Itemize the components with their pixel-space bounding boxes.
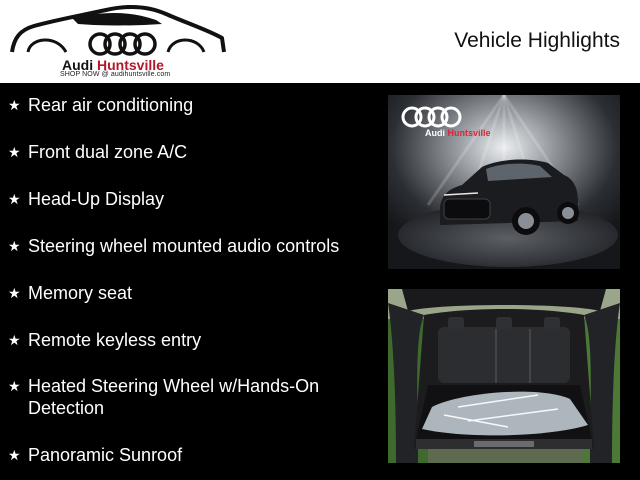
feature-label: Head-Up Display (28, 189, 165, 209)
dealer-logo[interactable] (8, 2, 230, 82)
feature-label: Panoramic Sunroof (28, 445, 183, 465)
photo-brand-secondary: Huntsville (447, 128, 491, 138)
feature-label: Front dual zone A/C (28, 142, 188, 162)
feature-label: Heated Steering Wheel w/Hands-On Detection (28, 376, 320, 418)
page-title: Vehicle Highlights (454, 29, 620, 52)
feature-label: Remote keyless entry (28, 330, 202, 350)
four-rings-icon (90, 34, 155, 54)
star-icon: ★ (8, 144, 21, 160)
star-icon: ★ (8, 378, 21, 394)
brand-secondary: Huntsville (97, 57, 164, 73)
vehicle-exterior-image (388, 95, 620, 269)
star-icon: ★ (8, 97, 21, 113)
cargo-area-image (388, 289, 620, 463)
photo-brand-primary: Audi (425, 128, 445, 138)
dealer-tagline: SHOP NOW @ audihuntsville.com (60, 71, 171, 78)
photo-dealer-name (425, 128, 491, 138)
star-icon: ★ (8, 447, 21, 463)
star-icon: ★ (8, 285, 21, 301)
star-icon: ★ (8, 191, 21, 207)
feature-label: Steering wheel mounted audio controls (28, 236, 340, 256)
car-outline-icon (8, 2, 230, 58)
brand-primary: Audi (62, 57, 94, 73)
star-icon: ★ (8, 238, 21, 254)
header (0, 0, 640, 83)
cargo-area-photo[interactable] (388, 289, 620, 463)
star-icon: ★ (8, 332, 21, 348)
feature-label: Rear air conditioning (28, 95, 194, 115)
vehicle-exterior-photo[interactable] (388, 95, 620, 269)
feature-label: Memory seat (28, 283, 133, 303)
